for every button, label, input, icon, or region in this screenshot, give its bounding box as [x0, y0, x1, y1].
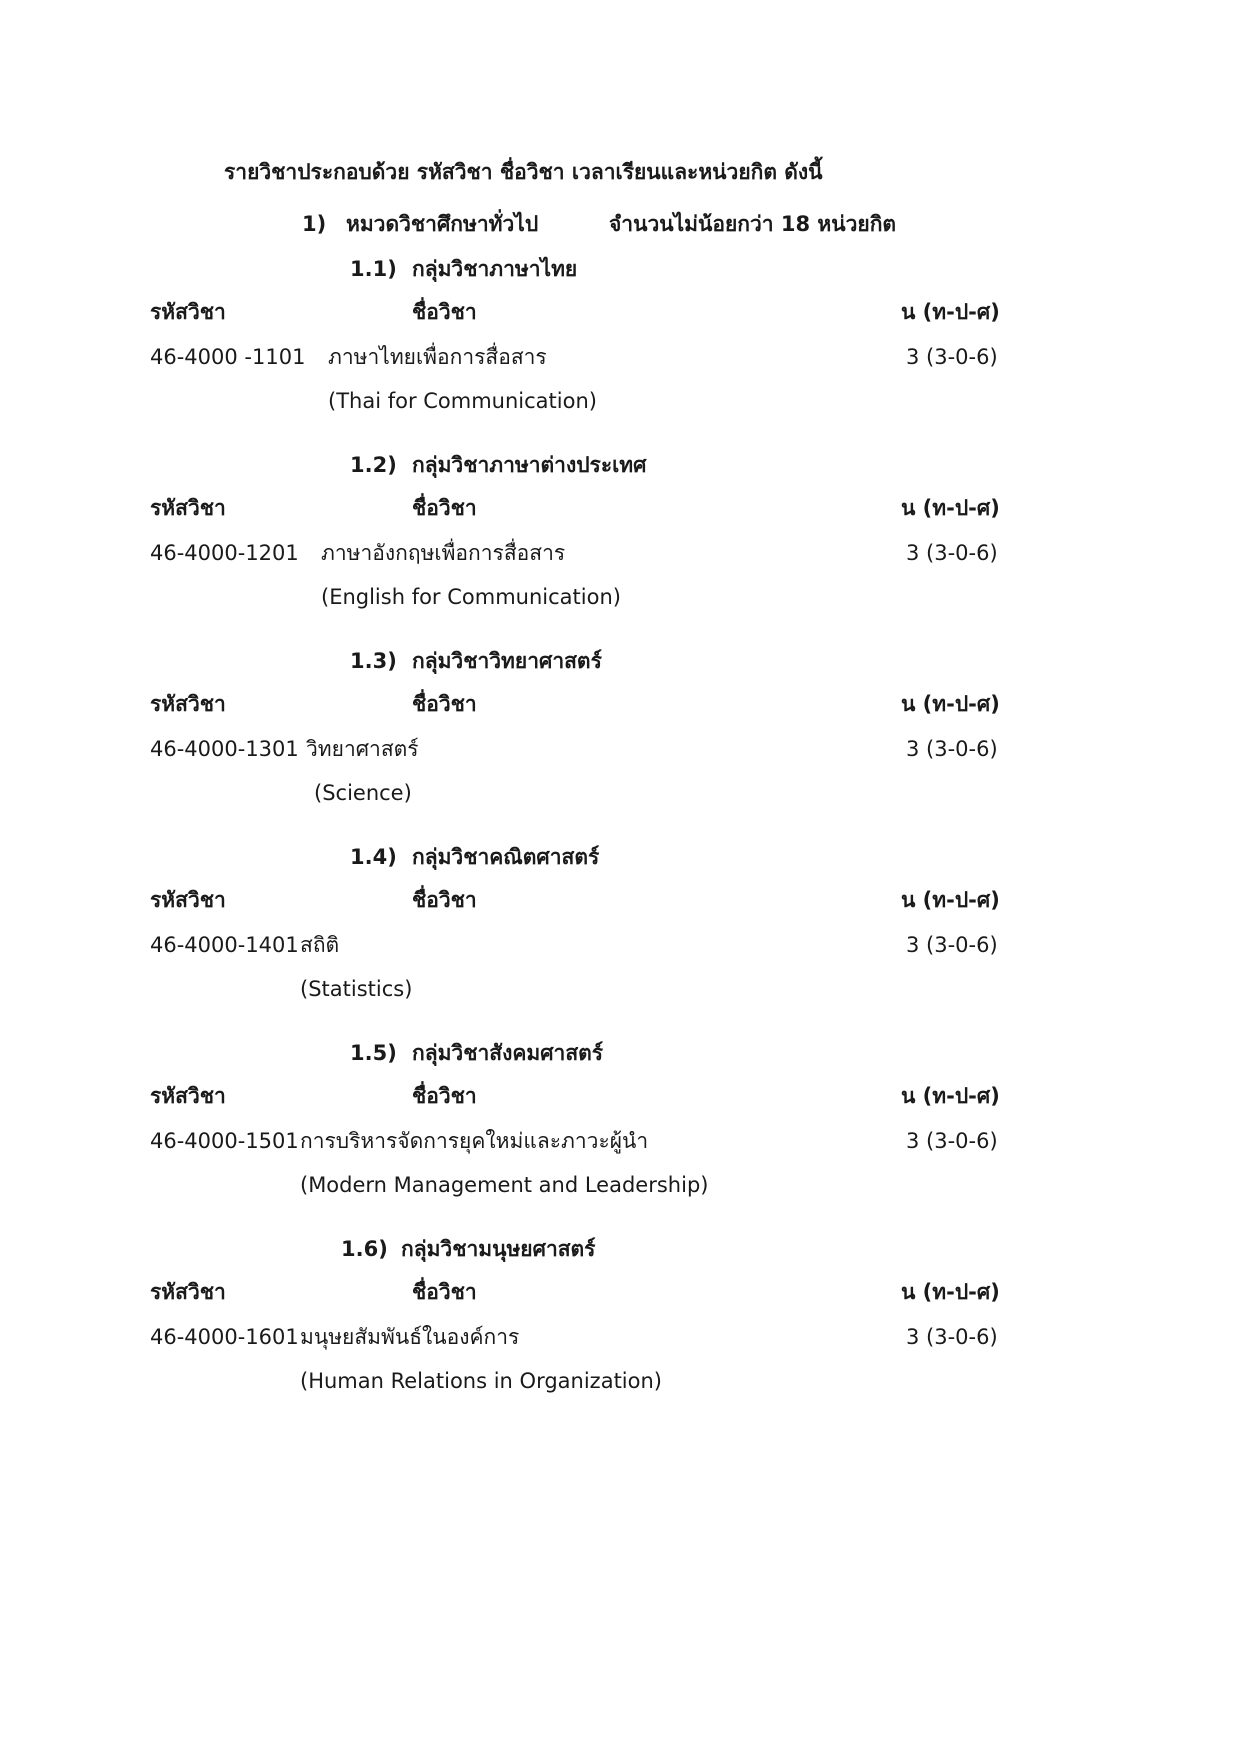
header-code: รหัสวิชา	[150, 1280, 226, 1304]
section-number: 1.3)	[350, 649, 397, 673]
course-name-th: มนุษยสัมพันธ์ในองค์การ	[300, 1325, 520, 1349]
course-name-en: (Science)	[314, 781, 412, 805]
course-credit: 3 (3-0-6)	[906, 541, 998, 565]
header-name: ชื่อวิชา	[412, 888, 477, 912]
course-code: 46-4000-1301	[150, 737, 299, 761]
course-name-en: (Human Relations in Organization)	[300, 1369, 662, 1393]
section-title: กลุ่มวิชาวิทยาศาสตร์	[412, 649, 602, 673]
course-credit: 3 (3-0-6)	[906, 1325, 998, 1349]
course-name-th: ภาษาไทยเพื่อการสื่อสาร	[328, 345, 547, 369]
category-number: 1)	[302, 212, 327, 236]
header-code: รหัสวิชา	[150, 692, 226, 716]
header-name: ชื่อวิชา	[412, 496, 477, 520]
course-name-th: ภาษาอังกฤษเพื่อการสื่อสาร	[321, 541, 566, 565]
section-title: กลุ่มวิชามนุษยศาสตร์	[401, 1237, 596, 1261]
course-credit: 3 (3-0-6)	[906, 345, 998, 369]
header-credit: น (ท-ป-ศ)	[901, 496, 1000, 520]
course-credit: 3 (3-0-6)	[906, 933, 998, 957]
header-code: รหัสวิชา	[150, 496, 226, 520]
course-code: 46-4000-1501	[150, 1129, 299, 1153]
header-credit: น (ท-ป-ศ)	[901, 300, 1000, 324]
header-code: รหัสวิชา	[150, 1084, 226, 1108]
course-name-en: (Statistics)	[300, 977, 413, 1001]
header-credit: น (ท-ป-ศ)	[901, 888, 1000, 912]
category-units: จำนวนไม่น้อยกว่า 18 หน่วยกิต	[609, 212, 897, 236]
header-credit: น (ท-ป-ศ)	[901, 692, 1000, 716]
header-name: ชื่อวิชา	[412, 1280, 477, 1304]
category-name: หมวดวิชาศึกษาทั่วไป	[346, 212, 539, 236]
intro-text: รายวิชาประกอบด้วย รหัสวิชา ชื่อวิชา เวลาเรียนและหน่วยกิต ดังนี้	[224, 160, 823, 184]
course-name-th: การบริหารจัดการยุคใหม่และภาวะผู้นำ	[300, 1129, 649, 1153]
section-number: 1.2)	[350, 453, 397, 477]
header-name: ชื่อวิชา	[412, 692, 477, 716]
section-title: กลุ่มวิชาคณิตศาสตร์	[412, 845, 600, 869]
course-code: 46-4000-1201	[150, 541, 299, 565]
section-number: 1.6)	[341, 1237, 388, 1261]
section-title: กลุ่มวิชาภาษาไทย	[412, 257, 578, 281]
course-name-en: (Thai for Communication)	[328, 389, 597, 413]
section-number: 1.5)	[350, 1041, 397, 1065]
section-title: กลุ่มวิชาสังคมศาสตร์	[412, 1041, 604, 1065]
header-code: รหัสวิชา	[150, 300, 226, 324]
course-name-th: สถิติ	[300, 933, 340, 957]
course-name-en: (Modern Management and Leadership)	[300, 1173, 709, 1197]
course-credit: 3 (3-0-6)	[906, 1129, 998, 1153]
section-number: 1.1)	[350, 257, 397, 281]
course-code: 46-4000-1401	[150, 933, 299, 957]
section-title: กลุ่มวิชาภาษาต่างประเทศ	[412, 453, 647, 477]
section-number: 1.4)	[350, 845, 397, 869]
course-name-en: (English for Communication)	[321, 585, 621, 609]
header-name: ชื่อวิชา	[412, 300, 477, 324]
header-credit: น (ท-ป-ศ)	[901, 1084, 1000, 1108]
header-code: รหัสวิชา	[150, 888, 226, 912]
course-credit: 3 (3-0-6)	[906, 737, 998, 761]
header-name: ชื่อวิชา	[412, 1084, 477, 1108]
course-name-th: วิทยาศาสตร์	[306, 737, 419, 761]
course-code: 46-4000 -1101	[150, 345, 306, 369]
header-credit: น (ท-ป-ศ)	[901, 1280, 1000, 1304]
course-code: 46-4000-1601	[150, 1325, 299, 1349]
